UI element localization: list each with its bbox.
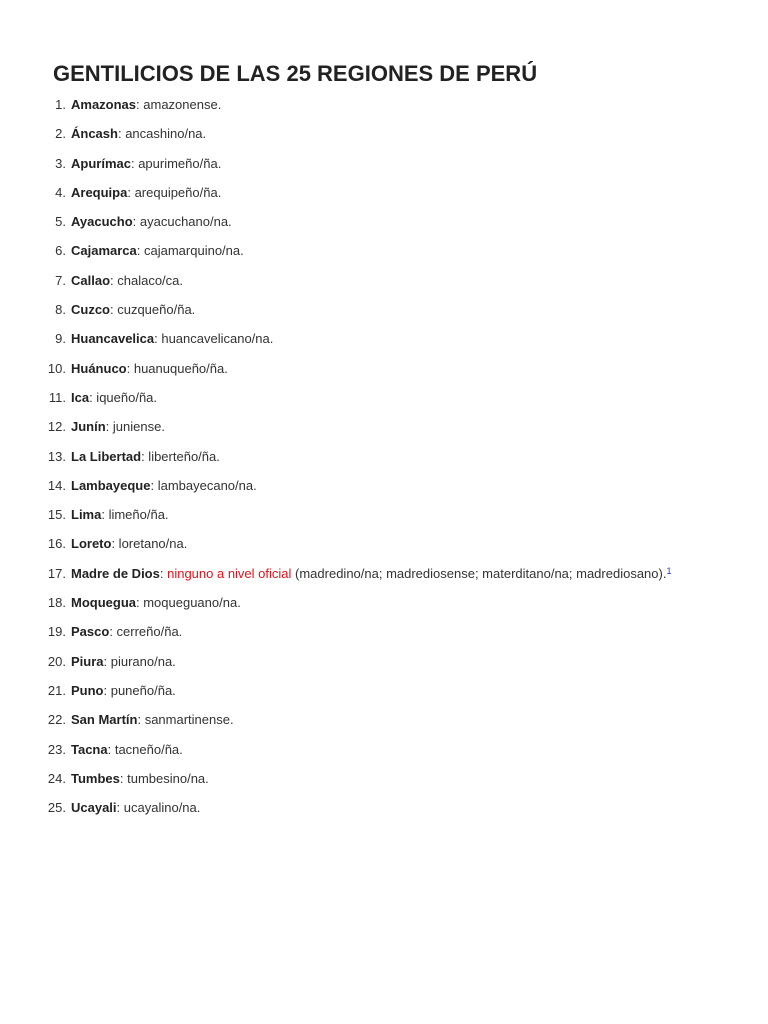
demonym-text: : ucayalino/na. — [116, 800, 201, 816]
list-item — [0, 559, 768, 588]
region-name: Madre de Dios — [71, 565, 160, 581]
list-item-number: 6. — [55, 243, 66, 259]
region-name: San Martín — [71, 712, 138, 728]
region-name: Lima — [71, 507, 102, 523]
demonym-text: : juniense. — [105, 419, 165, 435]
list-item — [0, 588, 768, 617]
list-item-number: 16. — [47, 536, 66, 552]
list-item-number: 10. — [47, 360, 66, 376]
region-name: Apurímac — [71, 155, 131, 171]
list-item-number: 22. — [47, 712, 66, 728]
list-item-content — [71, 412, 165, 441]
list-item-number: 12. — [47, 419, 66, 435]
region-name: Moquegua — [71, 595, 136, 611]
list-item — [0, 705, 768, 734]
demonym-text: : cerreño/ña. — [109, 624, 183, 640]
list-item-number: 14. — [47, 477, 66, 493]
region-name: Cuzco — [71, 302, 110, 318]
list-item — [0, 412, 768, 441]
list-item — [0, 617, 768, 646]
demonym-text: : iqueño/ña. — [89, 389, 158, 405]
list-item-number: 23. — [47, 741, 66, 757]
demonym-text: : amazonense. — [136, 97, 222, 112]
list-item — [0, 266, 768, 295]
list-item — [0, 178, 768, 207]
region-name: Cajamarca — [71, 243, 137, 259]
list-item — [0, 442, 768, 471]
footnote-link[interactable]: 1 — [666, 565, 672, 576]
region-name: La Libertad — [71, 448, 142, 464]
list-item-number: 15. — [47, 507, 66, 523]
list-item-content — [71, 500, 169, 529]
list-item-number: 24. — [47, 770, 66, 786]
list-item — [0, 354, 768, 383]
list-item-content — [71, 90, 221, 119]
list-item — [0, 295, 768, 324]
list-item-content — [71, 735, 183, 764]
list-item — [0, 529, 768, 558]
demonym-text: : ayacuchano/na. — [132, 214, 232, 230]
list-item-content — [71, 266, 183, 295]
demonym-text: : moqueguano/na. — [136, 595, 241, 611]
list-item — [0, 764, 768, 793]
region-name: Tumbes — [71, 770, 120, 786]
demonym-text: : chalaco/ca. — [110, 272, 184, 288]
region-name: Ayacucho — [71, 214, 133, 230]
list-item-content — [71, 207, 232, 236]
list-item-content — [71, 442, 220, 471]
page-title: GENTILICIOS DE LAS 25 REGIONES DE PERÚ — [53, 61, 538, 86]
demonym-text: : cajamarquino/na. — [136, 243, 244, 259]
list-item-number: 5. — [55, 214, 66, 230]
list-item-content — [71, 178, 221, 207]
demonym-text: : puneño/ña. — [103, 682, 176, 698]
list-item-number: 2. — [55, 126, 66, 142]
list-item-content — [71, 529, 187, 558]
demonym-text: : tacneño/ña. — [107, 741, 183, 757]
demonym-text: : sanmartinense. — [137, 712, 234, 728]
demonym-text: : apurimeño/ña. — [130, 155, 222, 171]
list-item-number: 1. — [55, 97, 66, 112]
list-item-content — [71, 383, 157, 412]
region-name: Huancavelica — [71, 331, 155, 347]
list-item — [0, 735, 768, 764]
demonym-text: : ancashino/na. — [117, 126, 207, 142]
list-item — [0, 324, 768, 353]
list-item — [0, 207, 768, 236]
list-item-content — [71, 324, 273, 353]
region-name: Lambayeque — [71, 477, 151, 493]
region-name: Ica — [71, 389, 90, 405]
demonym-text: : limeño/ña. — [101, 507, 169, 523]
list-item-content — [71, 617, 182, 646]
list-item-content — [71, 676, 176, 705]
list-item — [0, 90, 768, 119]
region-name: Puno — [71, 682, 104, 698]
region-name: Junín — [71, 419, 106, 435]
list-item-number: 13. — [47, 448, 66, 464]
region-name: Callao — [71, 272, 111, 288]
demonym-text: : tumbesino/na. — [119, 770, 209, 786]
list-item-content — [71, 119, 206, 148]
list-item-number: 20. — [47, 653, 66, 669]
official-note: ninguno a nivel oficial — [167, 565, 292, 581]
list-item — [0, 236, 768, 265]
list-item-number: 9. — [55, 331, 66, 347]
list-item — [0, 647, 768, 676]
list-item-number: 8. — [55, 302, 66, 318]
list-item — [0, 500, 768, 529]
list-item — [0, 149, 768, 178]
region-name: Loreto — [71, 536, 112, 552]
list-item-content — [71, 588, 241, 617]
region-name: Pasco — [71, 624, 110, 640]
demonym-alternatives: (madredino/na; madrediosense; materditano/na; madrediosano). — [291, 565, 667, 581]
demonym-text: : lambayecano/na. — [150, 477, 257, 493]
list-item-content — [71, 295, 195, 324]
list-item-number: 7. — [55, 272, 66, 288]
list-item-content — [71, 705, 234, 734]
list-item-content — [71, 559, 671, 588]
list-item-content — [71, 149, 221, 178]
region-name: Piura — [71, 653, 104, 669]
demonym-text: : piurano/na. — [103, 653, 176, 669]
list-item-number: 25. — [47, 800, 66, 816]
list-item-number: 11. — [48, 389, 66, 405]
list-item-content — [71, 354, 228, 383]
list-item-content — [71, 793, 200, 822]
list-item-number: 19. — [47, 624, 66, 640]
list-item — [0, 383, 768, 412]
region-name: Áncash — [71, 126, 118, 142]
region-name: Arequipa — [71, 184, 128, 200]
list-item-number: 17. — [47, 565, 66, 581]
demonym-text: : — [159, 565, 168, 581]
demonym-text: : huancavelicano/na. — [154, 331, 274, 347]
region-name: Tacna — [71, 741, 108, 757]
list-item-number: 21. — [47, 682, 66, 698]
list-item-number: 4. — [55, 184, 66, 200]
region-name: Ucayali — [71, 800, 117, 816]
demonym-text: : huanuqueño/ña. — [126, 360, 228, 376]
list-item-content — [71, 764, 209, 793]
demonym-text: : loretano/na. — [111, 536, 188, 552]
list-item-number: 3. — [55, 155, 66, 171]
list-item — [0, 676, 768, 705]
list-item — [0, 119, 768, 148]
demonym-text: : cuzqueño/ña. — [110, 302, 196, 318]
list-item-number: 18. — [47, 595, 66, 611]
region-name: Huánuco — [71, 360, 127, 376]
list-item-content — [71, 647, 176, 676]
list-item-content — [71, 236, 244, 265]
list-item — [0, 793, 768, 822]
region-name: Amazonas — [71, 97, 137, 112]
demonym-text: : arequipeño/ña. — [127, 184, 222, 200]
list-item-content — [71, 471, 257, 500]
list-item — [0, 471, 768, 500]
region-list — [0, 90, 768, 822]
demonym-text: : liberteño/ña. — [141, 448, 220, 464]
